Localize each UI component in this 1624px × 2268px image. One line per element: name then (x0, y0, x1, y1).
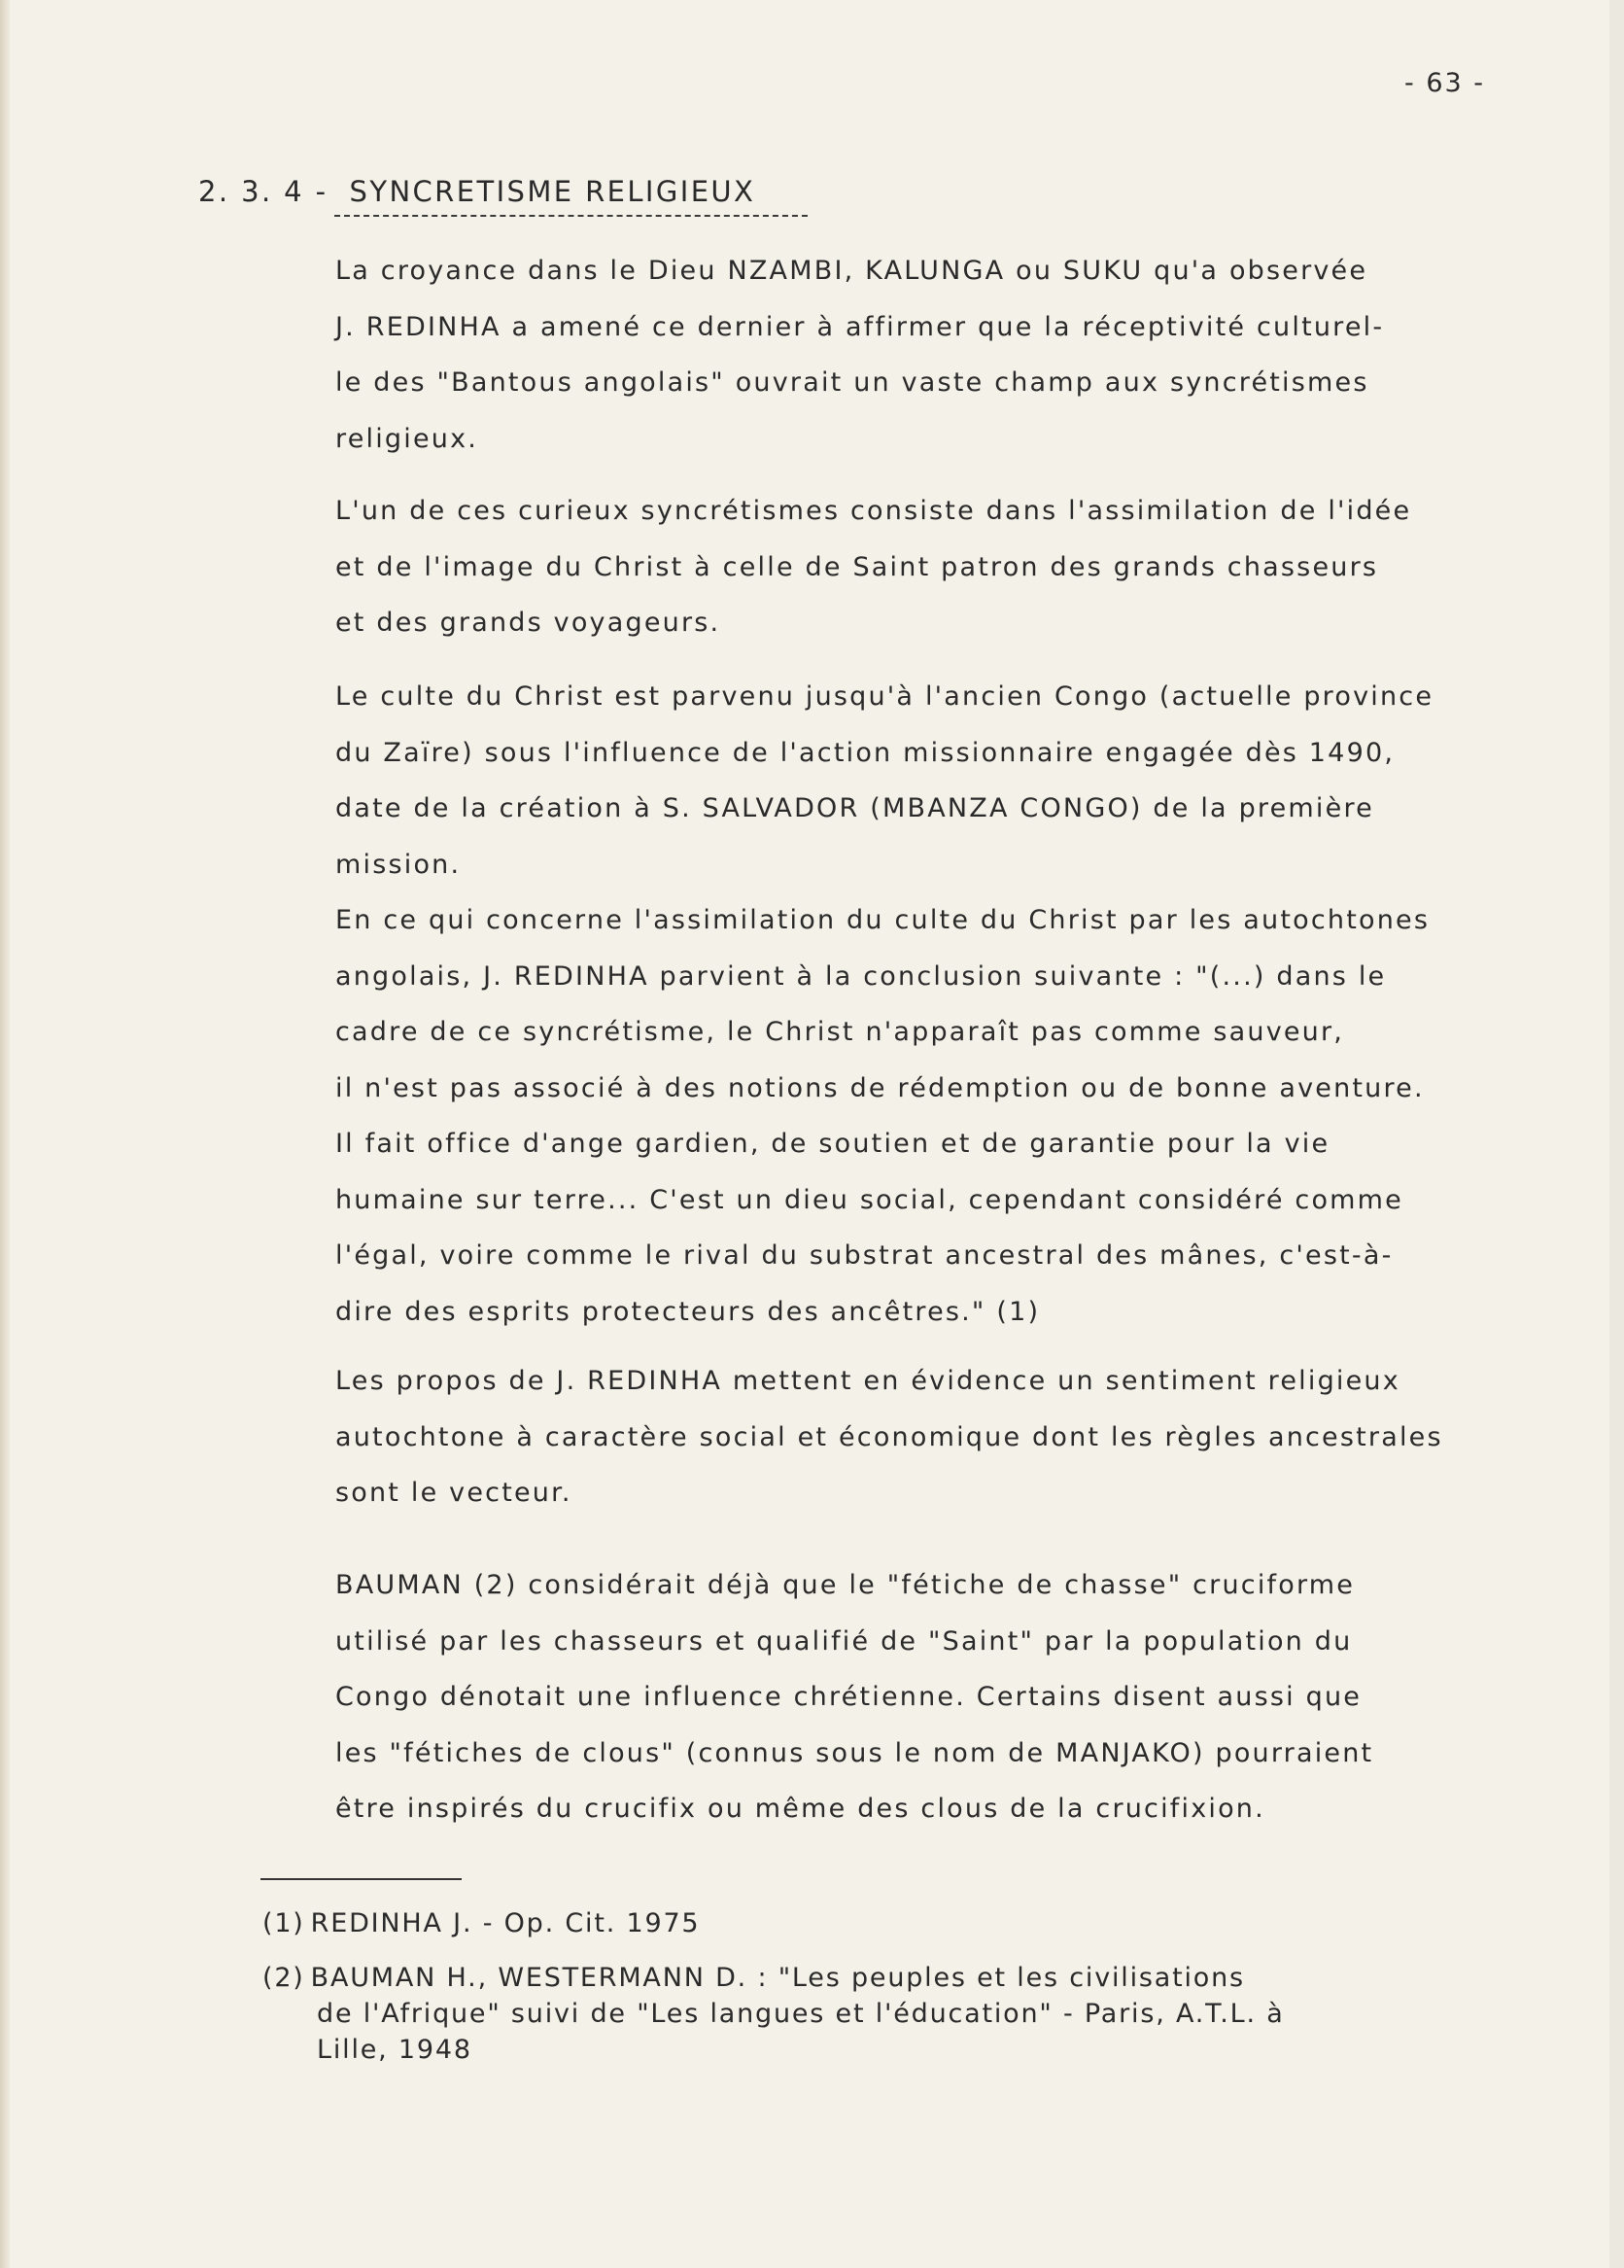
footnote-1 (262, 1905, 700, 1941)
footnote-text: REDINHA J. - Op. Cit. 1975 (310, 1908, 701, 1938)
footnote-text: Lille, 1948 (317, 2035, 472, 2065)
paragraph-line: BAUMAN (2) considérait déjà que le "fétiche de chasse" cruciforme (335, 1570, 1356, 1600)
paragraph-5 (335, 1557, 1531, 1837)
paragraph-line: L'un de ces curieux syncrétismes consiste dans l'assimilation de l'idée (335, 496, 1412, 526)
footnote-label: (2) (262, 1963, 305, 1993)
paragraph-3 (335, 669, 1531, 1340)
section-heading (198, 175, 755, 208)
paragraph-line: du Zaïre) sous l'influence de l'action missionnaire engagée dès 1490, (335, 737, 1396, 768)
page-binding-edge (0, 0, 10, 2268)
section-number: 2. 3. 4 - (198, 175, 328, 208)
paragraph-line: et de l'image du Christ à celle de Saint patron des grands chasseurs (335, 551, 1379, 582)
footnote-2 (262, 1960, 1285, 2068)
paragraph-line: angolais, J. REDINHA parvient à la conclusion suivante : "(...) dans le (335, 960, 1387, 992)
paragraph-line: mission. (335, 849, 462, 880)
footnote-separator (260, 1878, 462, 1880)
paragraph-line: J. REDINHA a amené ce dernier à affirmer que la réceptivité culturel- (335, 311, 1385, 342)
paragraph-4 (335, 1353, 1531, 1521)
paragraph-line: En ce qui concerne l'assimilation du culte du Christ par les autochtones (335, 905, 1431, 935)
paragraph-line: religieux. (335, 423, 479, 454)
footnote-text: de l'Afrique" suivi de "Les langues et l'éducation" - Paris, A.T.L. à (317, 1999, 1285, 2029)
paragraph-line: les "fétiches de clous" (connus sous le nom de MANJAKO) pourraient (335, 1737, 1374, 1768)
section-title-underline (334, 215, 808, 217)
paragraph-line: et des grands voyageurs. (335, 608, 721, 638)
paragraph-line: cadre de ce syncrétisme, le Christ n'apparaît pas comme sauveur, (335, 1017, 1345, 1047)
paragraph-line: utilisé par les chasseurs et qualifié de "Saint" par la population du (335, 1625, 1353, 1657)
page-number: - 63 - (1404, 68, 1486, 98)
paragraph-2 (335, 483, 1531, 651)
paragraph-1 (335, 243, 1531, 467)
section-title: SYNCRETISME RELIGIEUX (349, 175, 756, 208)
paragraph-line: sont le vecteur. (335, 1478, 572, 1508)
paragraph-line: autochtone à caractère social et économique dont les règles ancestrales (335, 1421, 1443, 1452)
paragraph-line: Il fait office d'ange gardien, de soutien et de garantie pour la vie (335, 1129, 1330, 1159)
footnote-text: BAUMAN H., WESTERMANN D. : "Les peuples et les civilisations (310, 1963, 1245, 1993)
paragraph-line: l'égal, voire comme le rival du substrat ancestral des mânes, c'est-à- (335, 1240, 1394, 1271)
paragraph-line: Le culte du Christ est parvenu jusqu'à l'ancien Congo (actuelle province (335, 681, 1434, 712)
paragraph-line: Les propos de J. REDINHA mettent en évidence un sentiment religieux (335, 1366, 1400, 1396)
paragraph-line: humaine sur terre... C'est un dieu social, cependant considéré comme (335, 1184, 1403, 1215)
paragraph-line: dire des esprits protecteurs des ancêtres." (1) (335, 1296, 1041, 1327)
paragraph-line: date de la création à S. SALVADOR (MBANZA CONGO) de la première (335, 793, 1374, 823)
paragraph-line: le des "Bantous angolais" ouvrait un vaste champ aux syncrétismes (335, 367, 1369, 398)
paragraph-line: être inspirés du crucifix ou même des clous de la crucifixion. (335, 1794, 1265, 1824)
paragraph-line: il n'est pas associé à des notions de rédemption ou de bonne aventure. (335, 1072, 1425, 1103)
paragraph-line: Congo dénotait une influence chrétienne. Certains disent aussi que (335, 1682, 1363, 1712)
paragraph-line: La croyance dans le Dieu NZAMBI, KALUNGA ou SUKU qu'a observée (335, 256, 1368, 286)
footnote-label: (1) (262, 1908, 305, 1938)
